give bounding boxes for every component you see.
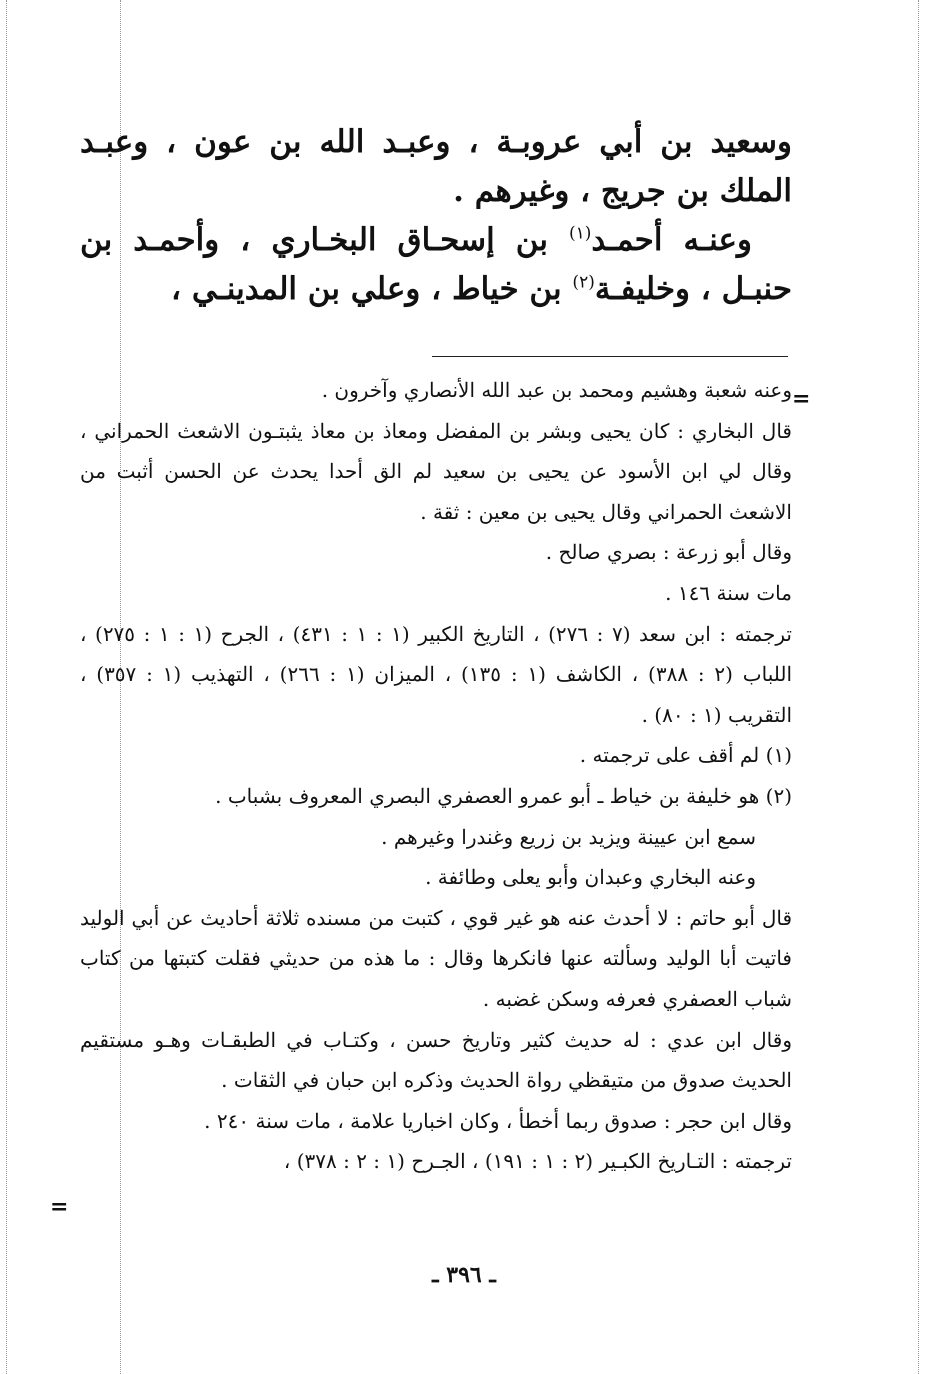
footnote-line: وعنه شعبة وهشيم ومحمد بن عبد الله الأنصاري وآخرون . — [321, 378, 792, 402]
footnote-separator — [432, 356, 788, 357]
footnote-line: وقال ابن حجر : صدوق ربما أخطأ ، وكان اخباريا علامة ، مات سنة ٢٤٠ . — [204, 1108, 792, 1133]
footnote-line: ترجمته : التـاريخ الكبـير (٢ : ١ : ١٩١) ، الجـرح (١ : ٢ : ٣٧٨) ، — [283, 1149, 792, 1174]
footnote-2: (٢) هو خليفة بن خياط ـ أبو عمرو العصفري البصري المعروف بشباب . — [215, 783, 792, 808]
main-paragraph-2 — [80, 216, 792, 314]
main-paragraph-1: وسعيد بن أبي عروبـة ، وعبـد الله بن عون ، وعبـد الملك بن جريج ، وغيرهم . — [80, 124, 792, 209]
footnote-paragraph: قال البخاري : كان يحيى وبشر بن المفضل ومعاذ بن معاذ يثبتـون الاشعث الحمراني ، وقال لي ابن الأسود عن يحيى بن سعيد لم الق أحدا يحدث عن الحسن أثبت من الاشعث الحمراني وقال يحيى بن معين : ثقة . — [80, 418, 792, 524]
footnote-line: وعنه البخاري وعبدان وأبو يعلى وطائفة . — [425, 865, 756, 890]
main-text-segment: بن إسحـاق البخـاري ، وأحمـد بن حنبـل ، وخليفـة — [80, 222, 792, 307]
scan-edge-line-left — [6, 0, 7, 1374]
footnote-line: مات سنة ١٤٦ . — [665, 580, 792, 605]
footnote-paragraph: وقال ابن عدي : له حديث كثير وتاريخ حسن ، وكتـاب في الطبقـات وهـو مستقيم الحديث صدوق من متيقظي رواة الحديث وذكره ابن حبان في الثقات . — [80, 1027, 792, 1093]
footnote-line: وقال أبو زرعة : بصري صالح . — [545, 540, 792, 565]
footnote-ref-2: (٢) — [572, 272, 595, 293]
main-text-segment: بن خياط ، وعلي بن المدينـي ، — [171, 271, 573, 307]
footnotes-block — [80, 370, 792, 1182]
page-number: ـ ٣٩٦ ـ — [432, 1262, 496, 1288]
continuation-mark-top: = — [792, 386, 811, 412]
footnote-1: (١) لم أقف على ترجمته . — [579, 743, 792, 768]
main-text-segment: وعنـه أحمـد — [591, 222, 752, 258]
footnote-line: سمع ابن عيينة ويزيد بن زريع وغندرا وغيرهم . — [381, 824, 756, 849]
footnote-paragraph: قال أبو حاتم : لا أحدث عنه هو غير قوي ، كتبت من مسنده ثلاثة أحاديث عن أبي الوليد فاتيت أبا الوليد وسألته عنها فانكرها وقال : ما هذه من حديثي فقلت كتبتها من كتاب شباب العصفري فعرفه وسكن غضبه . — [80, 905, 792, 1011]
scan-edge-line-right — [918, 0, 919, 1374]
footnote-paragraph: ترجمته : ابن سعد (٧ : ٢٧٦) ، التاريخ الكبير (١ : ١ : ٤٣١) ، الجرح (١ : ١ : ٢٧٥) ، اللباب (٢ : ٣٨٨) ، الكاشف (١ : ١٣٥) ، الميزان (١ : ٢٦٦) ، التهذيب (١ : ٣٥٧) ، التقريب (١ : ٨٠) . — [80, 621, 793, 727]
main-text-block — [80, 118, 792, 314]
footnote-ref-1: (١) — [568, 223, 592, 244]
continuation-mark-bottom: = — [50, 1194, 69, 1220]
